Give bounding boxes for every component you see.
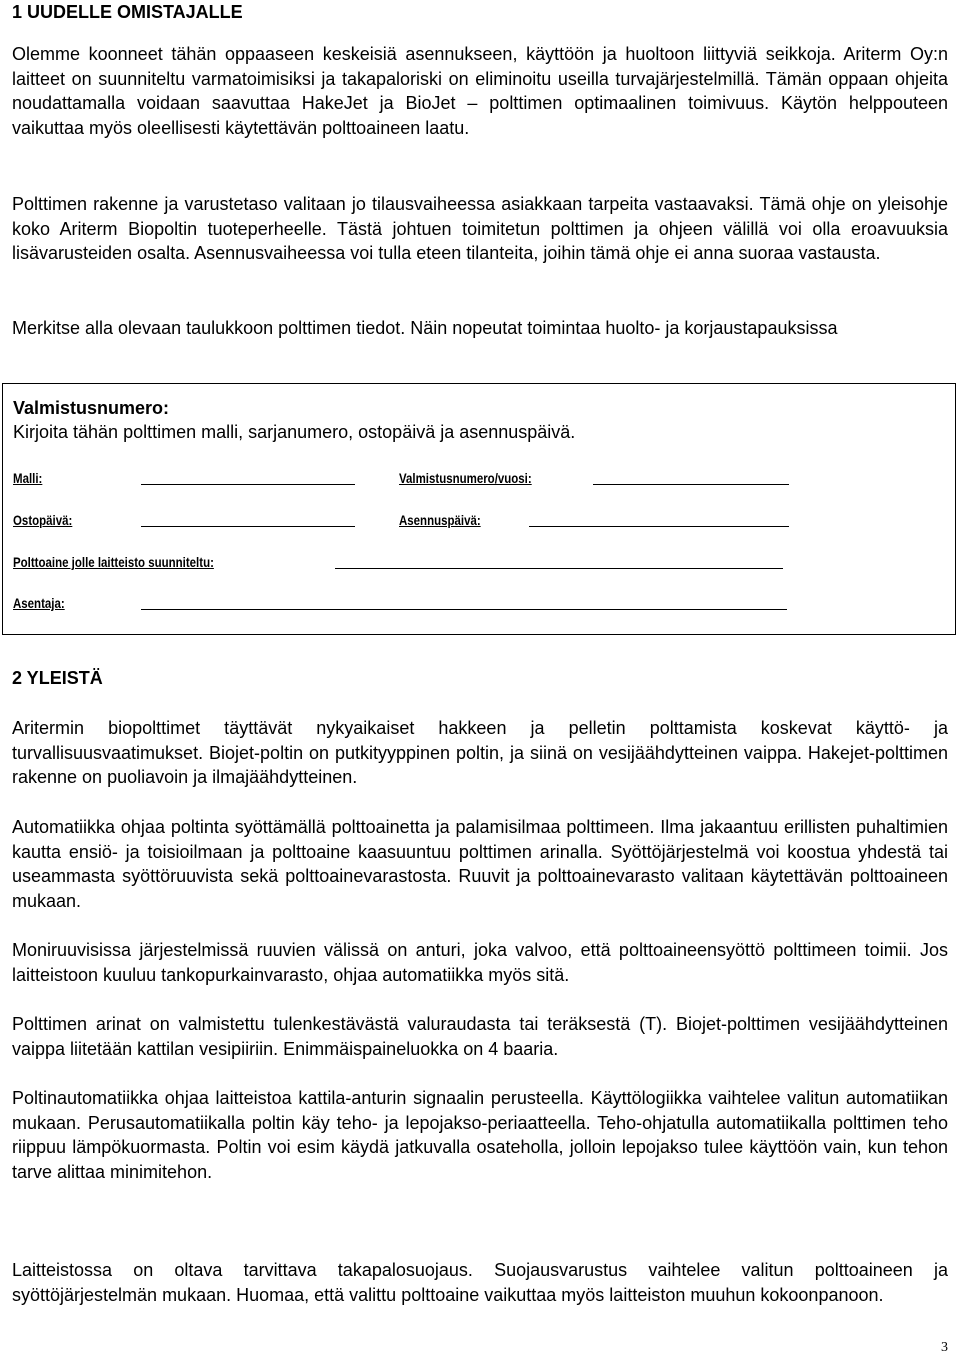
general-paragraph-6: Laitteistossa on oltava tarvittava takapalosuojaus. Suojausvarustus vaihtelee valitun polttoaineen ja syöttöjärjestelmän mukaan. Huomaa, että valittu polttoaine vaikuttaa myös laitteiston muuhun kokoonpanoon. xyxy=(12,1260,948,1305)
install-date-label: Asennuspäivä: xyxy=(399,512,481,528)
record-info-paragraph: Merkitse alla olevaan taulukkoon polttimen tiedot. Näin nopeutat toimintaa huolto- ja korjaustapauksissa xyxy=(12,318,838,338)
install-date-field-line[interactable] xyxy=(529,526,789,527)
fuel-field-line[interactable] xyxy=(335,568,783,569)
burner-info-form xyxy=(2,383,956,635)
purchase-date-label: Ostopäivä: xyxy=(13,512,73,528)
serial-field-line[interactable] xyxy=(593,484,789,485)
installer-label: Asentaja: xyxy=(13,595,65,611)
installer-field-line[interactable] xyxy=(141,609,787,610)
general-paragraph-4: Polttimen arinat on valmistettu tulenkestävästä valuraudasta tai teräksestä (T). Biojet-polttimen vesijäähdytteinen vaippa liitetään kattilan vesipiiriin. Enimmäispaineluokka on 4 baaria. xyxy=(12,1014,948,1059)
page-number: 3 xyxy=(941,1340,948,1355)
form-instruction: Kirjoita tähän polttimen malli, sarjanumero, ostopäivä ja asennuspäivä. xyxy=(13,422,576,442)
intro-paragraph: Olemme koonneet tähän oppaaseen keskeisiä asennukseen, käyttöön ja huoltoon liittyviä seikkoja. Ariterm Oy:n laitteet on suunniteltu varmatoimisiksi ja takapaloriski on eliminoitu useilla turvajärjestelmillä. Tämän oppaan ohjeita noudattamalla voidaan saavuttaa HakeJet ja BioJet – polttimen optimaalinen toimivuus. Käytön helppouteen vaikuttaa myös oleellisesti käytettävän polttoaineen laatu. xyxy=(12,44,948,138)
general-paragraph-1: Aritermin biopolttimet täyttävät nykyaikaiset hakkeen ja pelletin polttamista koskevat käyttö- ja turvallisuusvaatimukset. Biojet-poltin on putkityyppinen poltin, ja siinä on vesijäähdytteinen vaippa. Hakejet-polttimen rakenne on puoliavoin ja ilmajäähdytteinen. xyxy=(12,718,948,788)
general-paragraph-5: Poltinautomatiikka ohjaa laitteistoa kattila-anturin signaalin perusteella. Käyttölogiikka vaihtelee valitun automatiikan mukaan. Perusautomatiikalla poltin käy teho- ja lepojakso-periaatteella. Teho-ohjatulla automatiikalla polttimen teho riippuu lämpökuormasta. Poltin voi esim käydä jatkuvalla osateholla, jolloin lepojakso tulee käyttöön vain, kun tehon tarve alittaa minimitehon. xyxy=(12,1088,948,1182)
general-paragraph-2: Automatiikka ohjaa poltinta syöttämällä polttoainetta ja palamisilmaa polttimeen. Ilma jakaantuu erillisten puhaltimien kautta ensiö- ja toisioilmaan ja polttoaine kaasuuntuu polttimen arinalla. Syöttöjärjestelmä voi koostua yhdestä tai useammasta syöttöruuvista sekä polttoainevarastosta. Ruuvit ja polttoainevarasto valitaan käytettävän polttoaineen mukaan. xyxy=(12,817,948,911)
purchase-date-field-line[interactable] xyxy=(141,526,355,527)
section-heading-general: 2 YLEISTÄ xyxy=(12,668,103,688)
serial-label: Valmistusnumero/vuosi: xyxy=(399,470,532,486)
structure-paragraph: Polttimen rakenne ja varustetaso valitaan jo tilausvaiheessa asiakkaan tarpeita vastaavaksi. Tämä ohje on yleisohje koko Ariterm Biopoltin tuoteperheelle. Tästä johtuen toimitetun polttimen ja ohjeen välillä voi olla eroavuuksia lisävarusteiden osalta. Asennusvaiheessa voi tulla eteen tilanteita, joihin tämä ohje ei anna suoraa vastausta. xyxy=(12,194,948,264)
form-title: Valmistusnumero: xyxy=(13,398,170,418)
section-heading-new-owner: 1 UUDELLE OMISTAJALLE xyxy=(12,2,243,22)
general-paragraph-3: Moniruuvisissa järjestelmissä ruuvien välissä on anturi, joka valvoo, että polttoaineensyöttö polttimeen toimii. Jos laitteistoon kuuluu tankopurkainvarasto, ohjaa automatiikka myös sitä. xyxy=(12,940,948,985)
fuel-label: Polttoaine jolle laitteisto suunniteltu: xyxy=(13,554,214,570)
model-label: Malli: xyxy=(13,470,43,486)
model-field-line[interactable] xyxy=(141,484,355,485)
